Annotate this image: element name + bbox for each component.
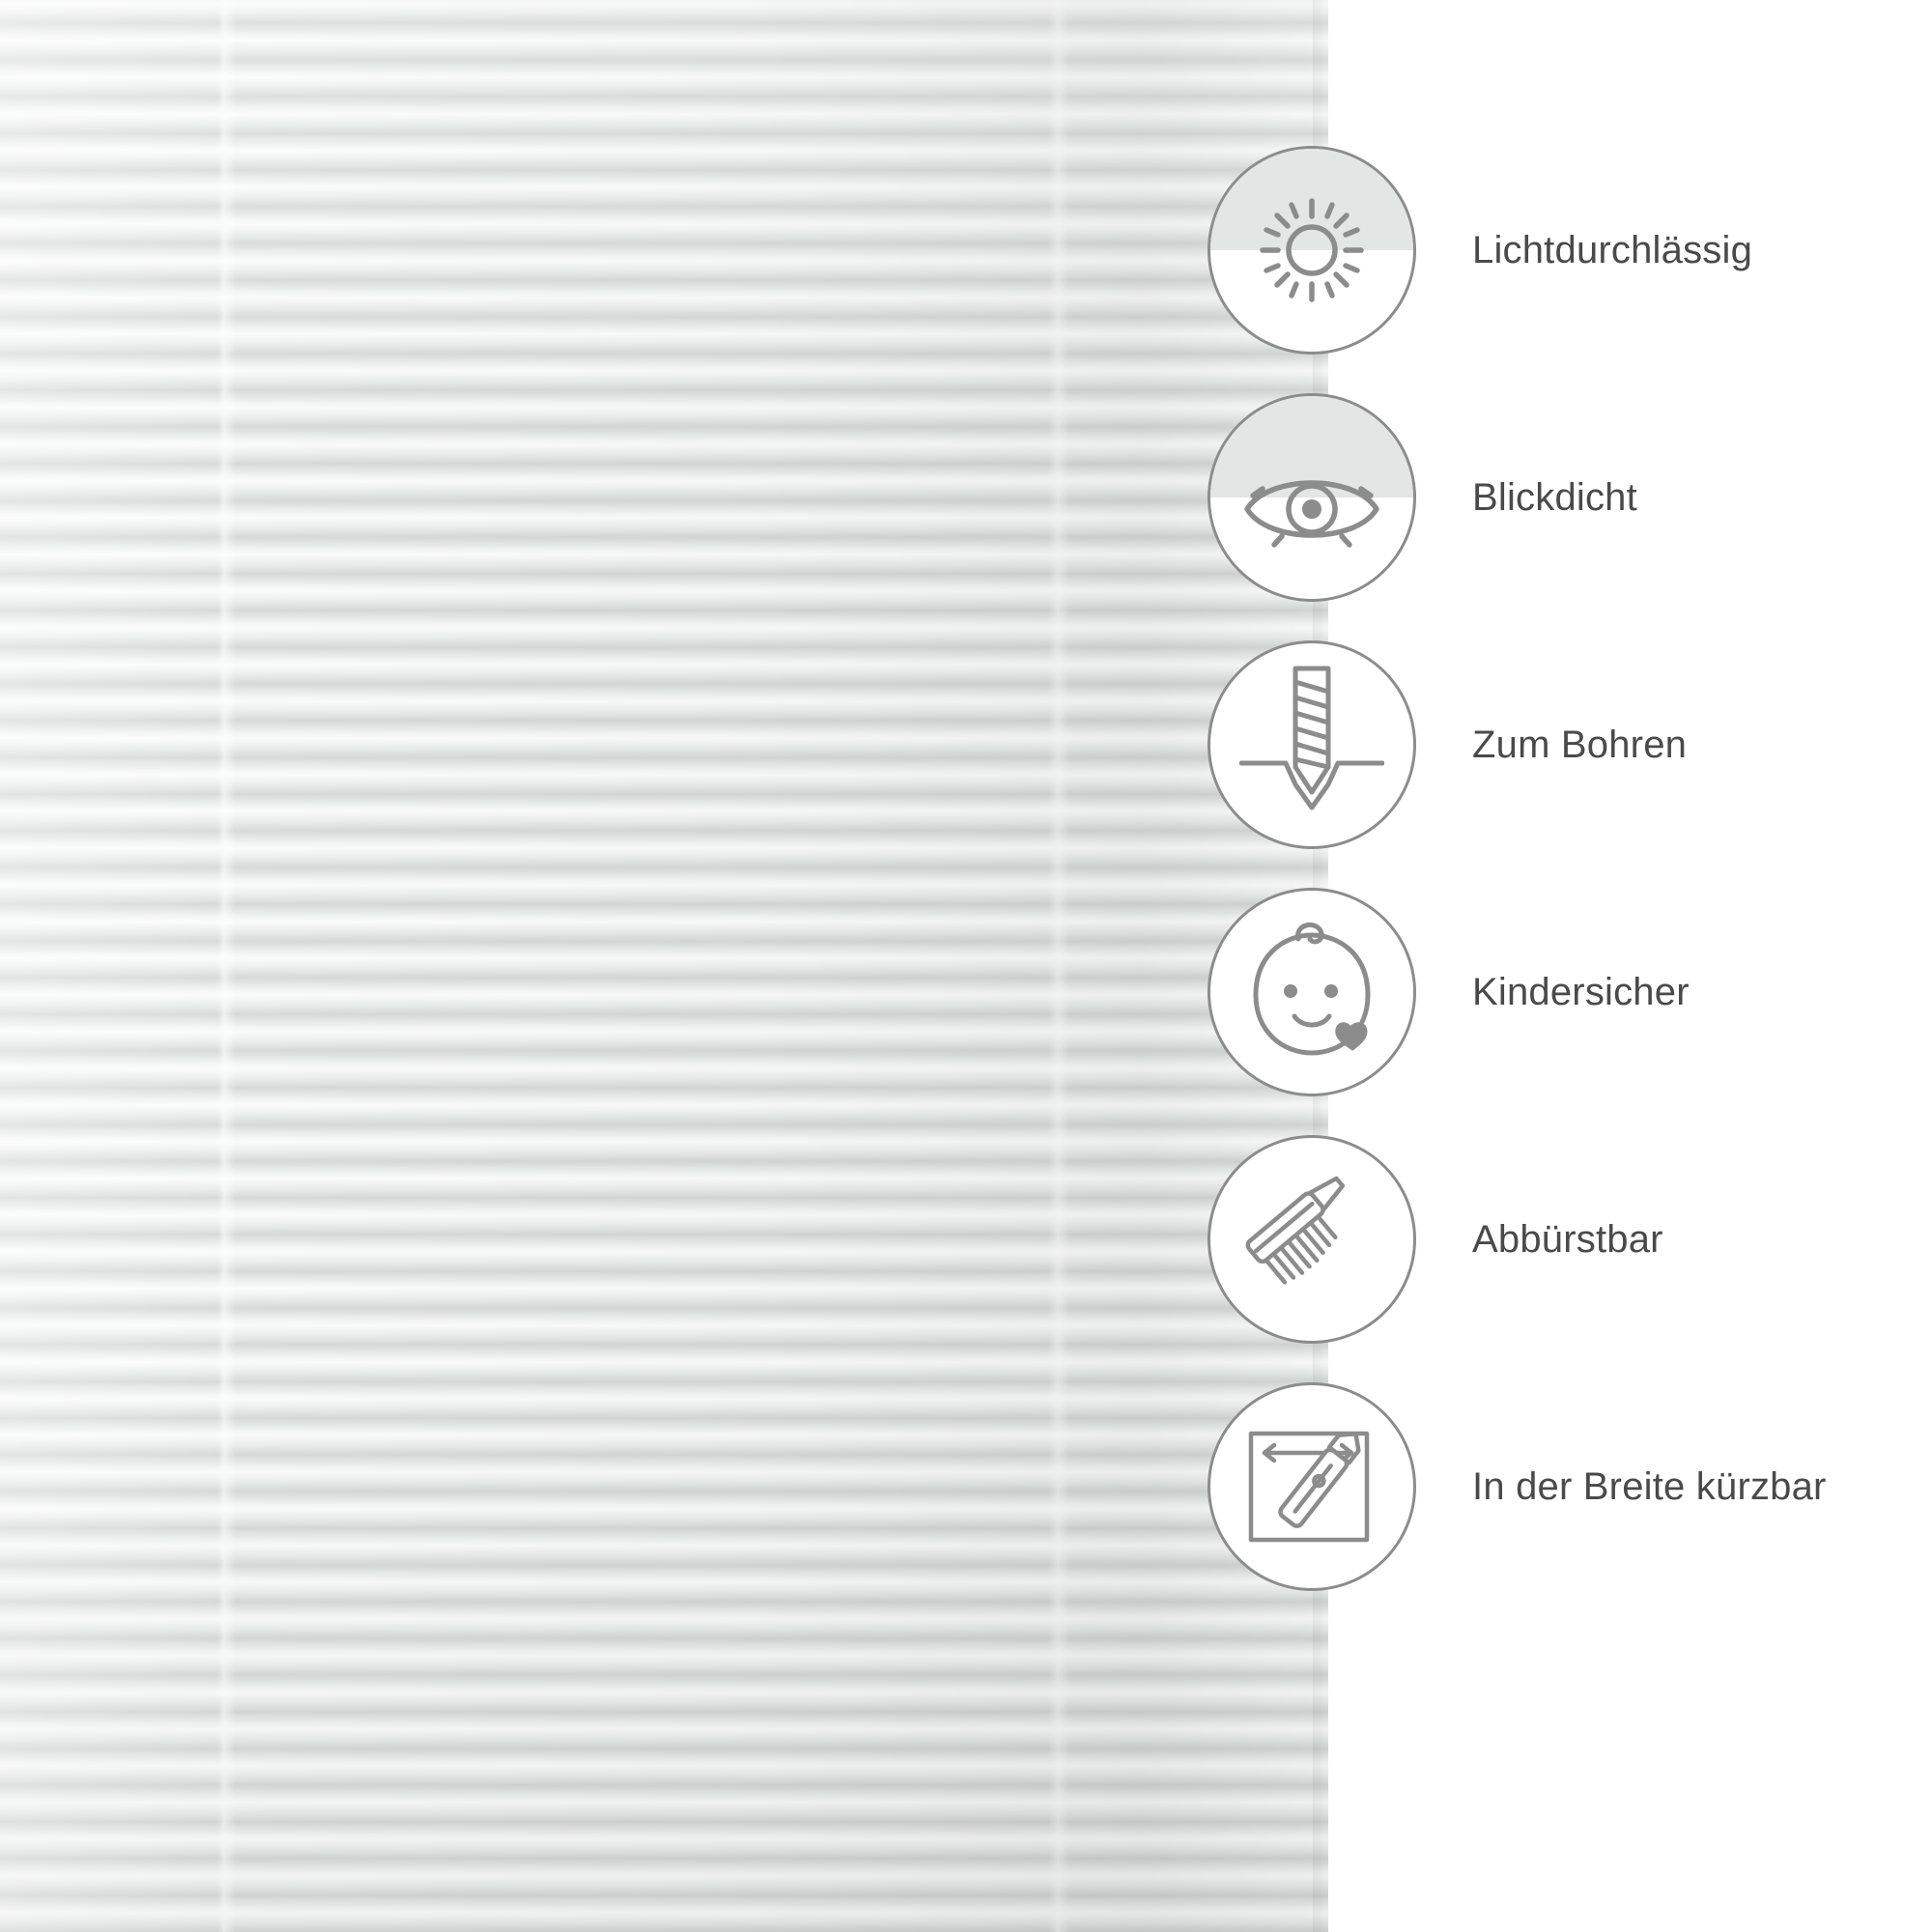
cutter-icon: [1208, 1382, 1416, 1591]
brush-icon: [1208, 1135, 1416, 1344]
feature-label: Abbürstbar: [1472, 1217, 1663, 1261]
feature-item-in-der-breite-kuerzbar: [1208, 1381, 1932, 1592]
feature-panel: [1328, 0, 1932, 1932]
sun-icon: [1208, 146, 1416, 355]
feature-list: [1208, 145, 1932, 1629]
feature-item-abbuerstbar: [1208, 1134, 1932, 1345]
baby-face-icon: [1208, 888, 1416, 1096]
feature-item-lichtdurchlaessig: [1208, 145, 1932, 355]
feature-label: Blickdicht: [1472, 475, 1637, 519]
eye-icon: [1208, 393, 1416, 602]
feature-item-blickdicht: [1208, 392, 1932, 603]
feature-label: Lichtdurchlässig: [1472, 228, 1753, 271]
feature-label: Zum Bohren: [1472, 723, 1688, 766]
feature-label: Kindersicher: [1472, 970, 1690, 1013]
feature-item-zum-bohren: [1208, 639, 1932, 850]
feature-label: In der Breite kürzbar: [1472, 1464, 1827, 1508]
screw-icon: [1208, 640, 1416, 849]
feature-item-kindersicher: [1208, 887, 1932, 1097]
